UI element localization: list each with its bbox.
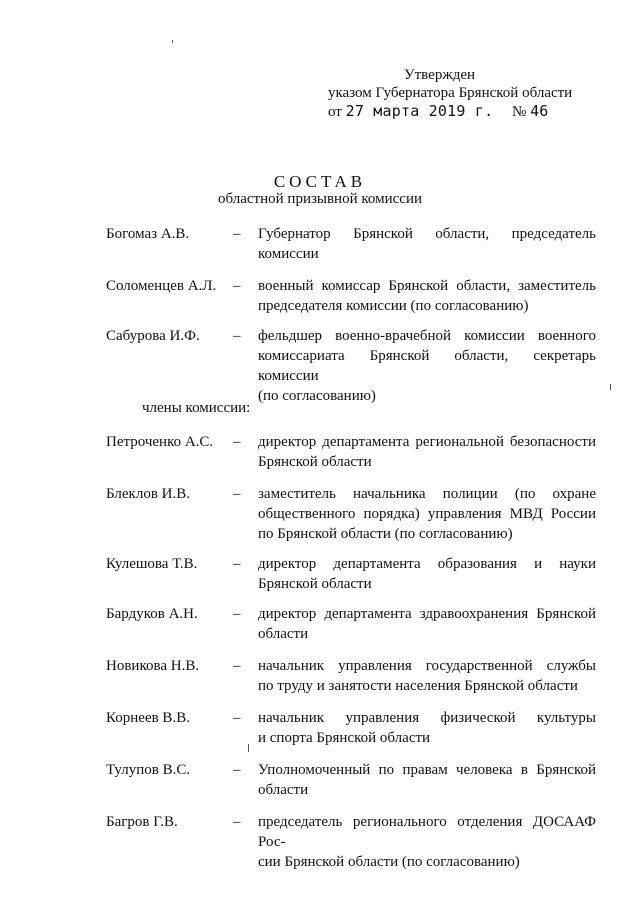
role-line: директор департамента региональной безопасности [258, 434, 596, 450]
dash-separator: – [233, 814, 241, 830]
scan-speck [172, 40, 173, 43]
scan-speck [248, 744, 249, 752]
role-line: Уполномоченный по правам человека в Брянской [258, 762, 596, 778]
member-role [258, 812, 596, 872]
role-line: Брянской области [258, 576, 372, 592]
member-name: Багров Г.В. [106, 814, 178, 830]
role-line: области [258, 626, 309, 642]
role-line: Губернатор Брянской области, председатель [258, 226, 596, 242]
member-role [258, 708, 596, 748]
dash-separator: – [233, 710, 241, 726]
scan-speck [610, 384, 611, 390]
role-line: (по согласованию) [258, 388, 376, 404]
approval-date-prefix: от [328, 104, 342, 120]
member-name: Сабурова И.Ф. [106, 328, 200, 344]
role-line: области [258, 782, 309, 798]
role-line: военный комиссар Брянской области, заместитель [258, 278, 596, 294]
role-line: сии Брянской области (по согласованию) [258, 854, 520, 870]
member-role [258, 604, 596, 644]
member-role [258, 484, 596, 544]
member-name: Блеклов И.В. [106, 486, 191, 502]
member-name: Корнеев В.В. [106, 710, 190, 726]
member-name: Новикова Н.В. [106, 658, 200, 674]
member-name: Кулешова Т.В. [106, 556, 198, 572]
members-label: члены комиссии: [142, 400, 251, 416]
role-line: фельдшер военно-врачебной комиссии военного [258, 328, 596, 344]
role-line: Брянской области [258, 454, 372, 470]
document-title: СОСТАВ [273, 172, 367, 191]
role-line: председатель регионального отделения ДОСААФ Рос- [258, 814, 596, 850]
role-line: общественного порядка) управления МВД России [258, 506, 596, 522]
dash-separator: – [233, 556, 241, 572]
approval-number [512, 102, 549, 121]
dash-separator: – [233, 606, 241, 622]
dash-separator: – [233, 226, 241, 242]
member-name: Богомаз А.В. [106, 226, 190, 242]
member-role [258, 326, 596, 406]
dash-separator: – [233, 278, 241, 294]
role-line: директор департамента образования и науки [258, 556, 596, 572]
dash-separator: – [233, 658, 241, 674]
member-name: Соломенцев А.Л. [106, 278, 217, 294]
approval-authority: указом Губернатора Брянской области [328, 85, 573, 101]
role-line: комиссариата Брянской области, секретарь комиссии [258, 348, 596, 384]
role-line: комиссии [258, 246, 319, 262]
approval-number-prefix: № [512, 104, 527, 120]
role-line: председателя комиссии (по согласованию) [258, 298, 529, 314]
member-role [258, 276, 596, 316]
approval-block [0, 0, 640, 130]
role-line: по труду и занятости населения Брянской области [258, 678, 578, 694]
role-line: начальник управления физической культуры [258, 710, 596, 726]
approval-date [328, 102, 493, 121]
role-line: директор департамента здравоохранения Брянской [258, 606, 596, 622]
member-role [258, 656, 596, 696]
member-name: Тулупов В.С. [106, 762, 191, 778]
member-name: Бардуков А.Н. [106, 606, 198, 622]
approval-date-value: 27 марта 2019 г. [345, 102, 494, 120]
document-subtitle: областной призывной комиссии [218, 191, 422, 207]
approval-title: Утвержден [404, 67, 476, 83]
member-role [258, 554, 596, 594]
dash-separator: – [233, 486, 241, 502]
member-role [258, 760, 596, 800]
dash-separator: – [233, 434, 241, 450]
role-line: и спорта Брянской области [258, 730, 431, 746]
approval-number-value: 46 [530, 102, 549, 120]
member-role [258, 432, 596, 472]
role-line: заместитель начальника полиции (по охране [258, 486, 596, 502]
role-line: начальник управления государственной службы [258, 658, 596, 674]
member-role [258, 224, 596, 264]
role-line: по Брянской области (по согласованию) [258, 526, 513, 542]
member-name: Петроченко А.С. [106, 434, 214, 450]
dash-separator: – [233, 328, 241, 344]
dash-separator: – [233, 762, 241, 778]
